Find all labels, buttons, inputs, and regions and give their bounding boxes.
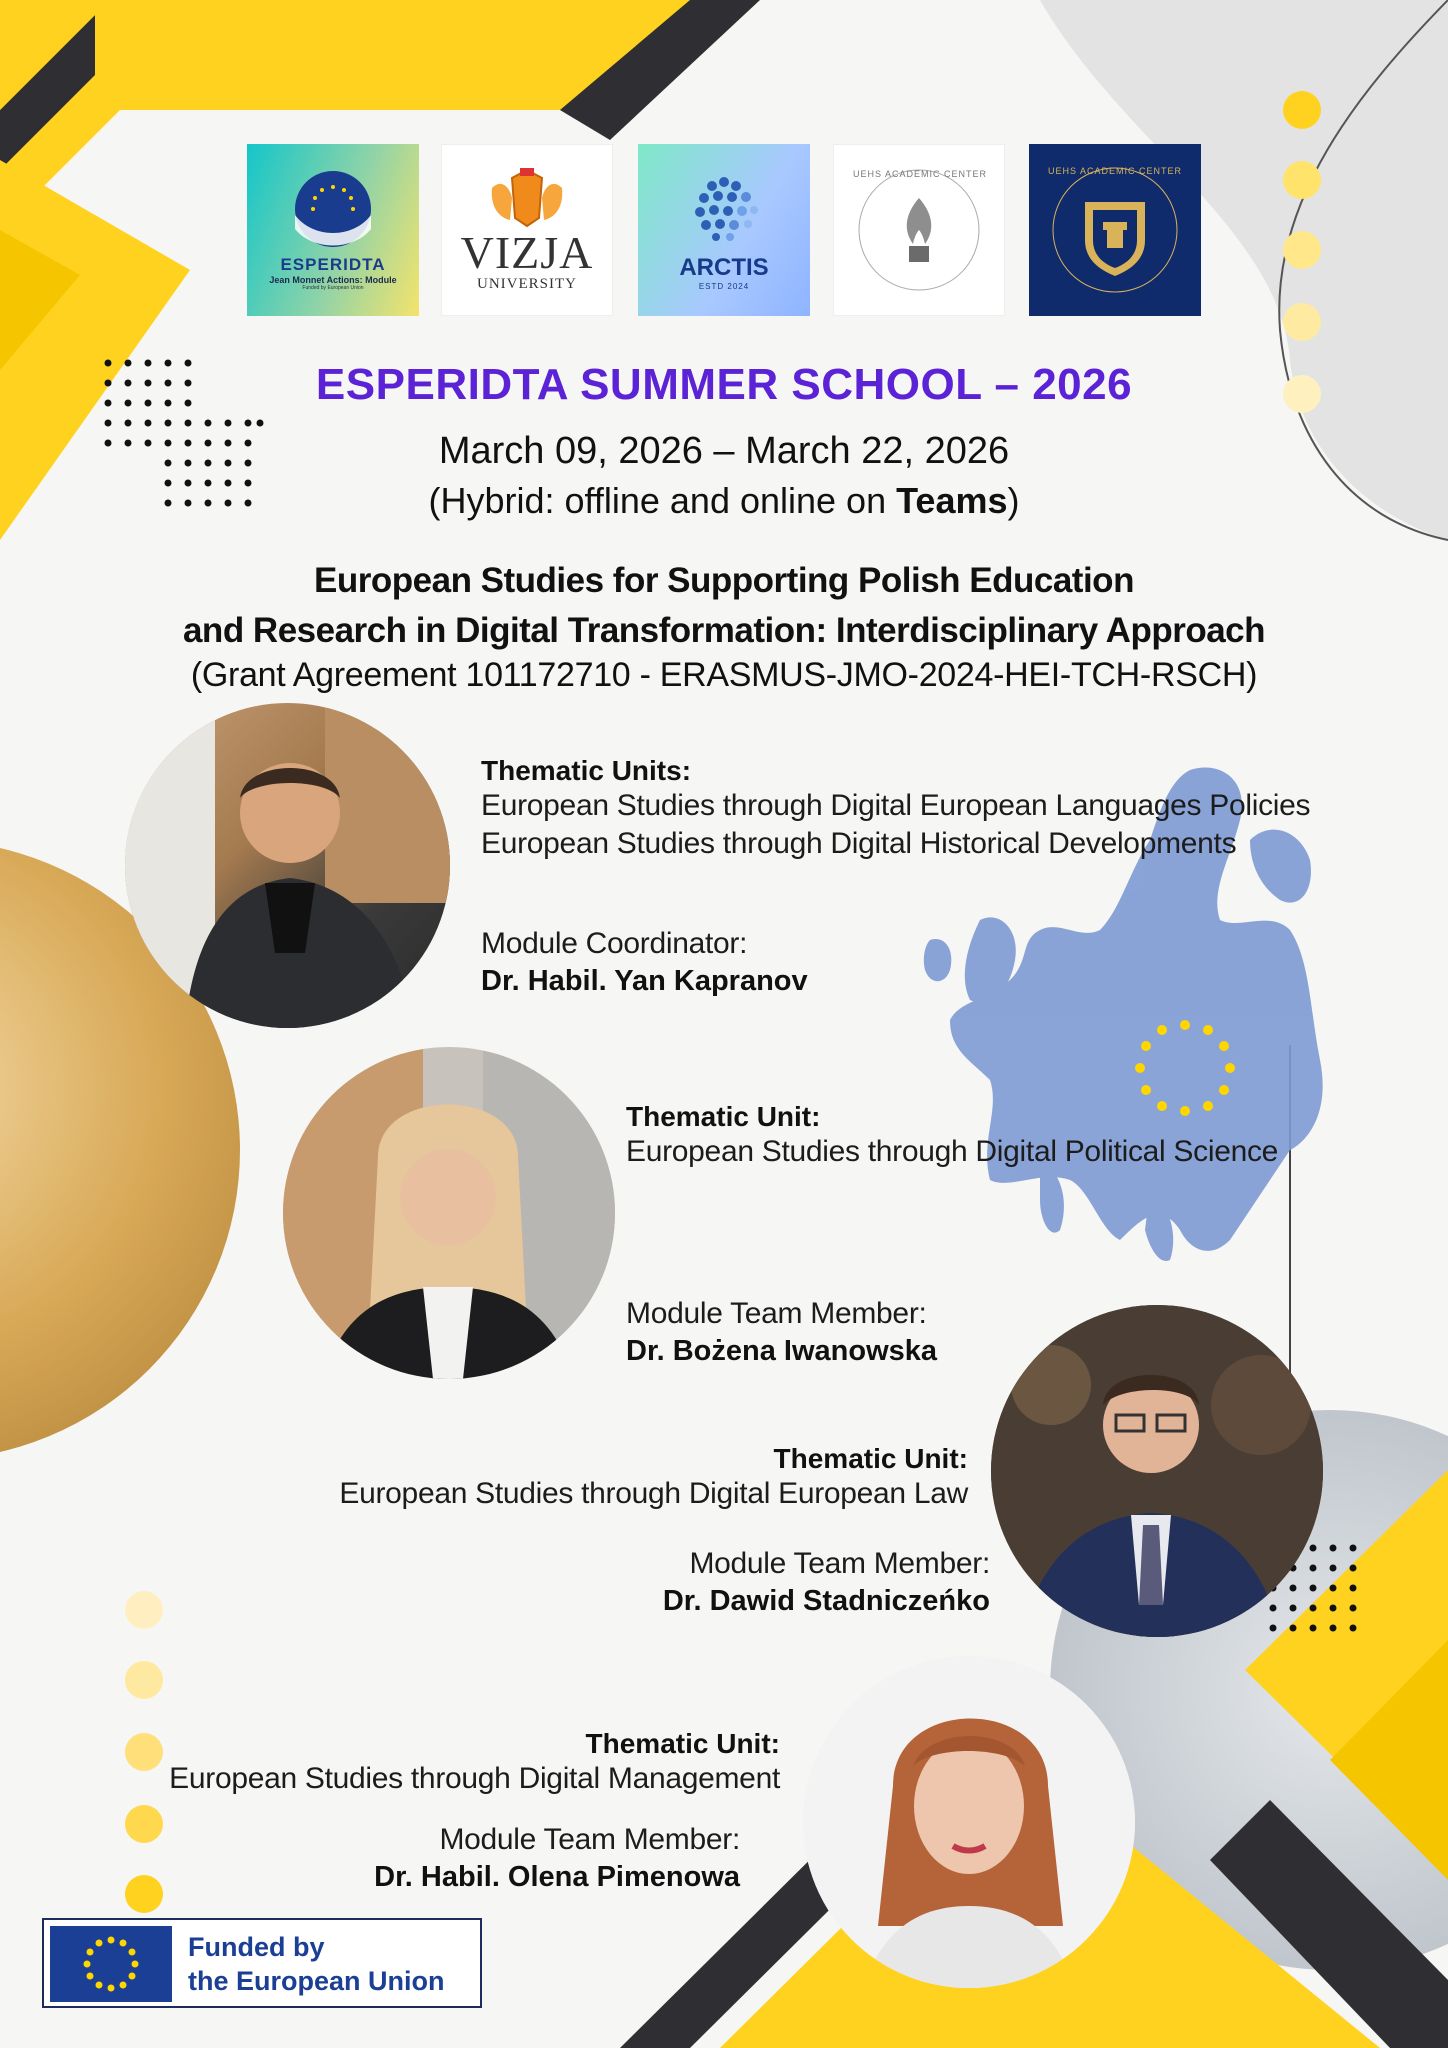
speaker-photo-dawid-stadniczenko — [991, 1305, 1323, 1637]
event-format — [0, 480, 1448, 522]
uehs-academic-center-logo-light — [833, 144, 1005, 316]
arctis-logo-sub: ESTD 2024 — [698, 281, 750, 291]
esperidta-logo — [247, 144, 419, 316]
vizja-logo — [441, 144, 613, 316]
speaker-4-unit-label: Thematic Unit: — [585, 1728, 780, 1759]
speaker-photo-bozena-iwanowska — [283, 1047, 615, 1379]
uehs-logo-light-ring-text: UEHS ACADEMIC CENTER — [852, 169, 988, 179]
grant-agreement: (Grant Agreement 101172710 - ERASMUS-JMO-2024-HEI-TCH-RSCH) — [190, 656, 1258, 694]
crest-icon — [482, 168, 572, 230]
speaker-2-block — [626, 1101, 1278, 1169]
speaker-2-unit-label: Thematic Unit: — [626, 1101, 821, 1132]
hex-globe-icon — [676, 170, 772, 250]
speaker-1-role: Module Coordinator: — [481, 927, 748, 960]
funded-by-text — [188, 1930, 445, 1998]
project-title — [0, 556, 1448, 656]
event-format-suffix: ) — [1007, 480, 1020, 521]
speaker-3-role: Module Team Member: — [689, 1547, 990, 1580]
event-dates: March 09, 2026 – March 22, 2026 — [438, 430, 1010, 472]
speaker-3-unit-1: European Studies through Digital European Law — [339, 1477, 968, 1510]
speaker-2-unit-1: European Studies through Digital Political Science — [626, 1135, 1279, 1168]
eu-globe-icon — [293, 169, 373, 249]
speaker-4-name: Dr. Habil. Olena Pimenowa — [374, 1861, 740, 1893]
funded-line2: the European Union — [188, 1966, 445, 1996]
speaker-4-unit-block — [60, 1728, 780, 1796]
speaker-4-role-block — [60, 1823, 740, 1894]
funded-line1: Funded by — [188, 1932, 325, 1962]
event-format-prefix: (Hybrid: offline and online on — [428, 480, 897, 521]
esperidta-logo-name: ESPERIDTA — [280, 255, 386, 274]
speaker-1-unit-label: Thematic Units: — [481, 755, 692, 786]
speaker-photo-yan-kapranov — [125, 703, 450, 1028]
speaker-3-role-block — [200, 1547, 990, 1618]
project-title-line2: and Research in Digital Transformation: Interdisciplinary Approach — [182, 611, 1266, 650]
speaker-3-name: Dr. Dawid Stadniczeńko — [662, 1585, 990, 1617]
speaker-3-unit-block — [200, 1443, 968, 1511]
arctis-logo-name: ARCTIS — [679, 253, 769, 281]
speaker-2-role-block — [626, 1297, 937, 1368]
speaker-1-unit-1: European Studies through Digital European Languages Policies — [481, 789, 1311, 822]
eu-flag-icon — [50, 1926, 172, 2002]
uehs-logo-dark-ring-text: UEHS ACADEMIC CENTER — [1047, 166, 1183, 176]
project-title-line1: European Studies for Supporting Polish Education — [314, 561, 1134, 600]
speaker-1-name: Dr. Habil. Yan Kapranov — [481, 965, 808, 997]
speaker-4-role: Module Team Member: — [439, 1823, 740, 1856]
esperidta-logo-sub: Jean Monnet Actions: Module — [269, 275, 397, 285]
speaker-4-unit-1: European Studies through Digital Management — [169, 1762, 780, 1795]
speaker-2-role: Module Team Member: — [626, 1297, 927, 1330]
event-format-platform: Teams — [896, 480, 1008, 521]
esperidta-logo-tiny: Funded by European Union — [302, 285, 364, 291]
speaker-3-unit-label: Thematic Unit: — [773, 1443, 968, 1474]
speaker-1-unit-2: European Studies through Digital Historical Developments — [481, 827, 1237, 860]
speaker-1-block — [481, 755, 1310, 998]
speaker-photo-olena-pimenowa — [803, 1656, 1135, 1988]
vizja-logo-name: VIZJA — [460, 226, 594, 278]
arctis-logo — [638, 144, 810, 316]
funded-by-eu-badge — [42, 1918, 482, 2008]
event-title: ESPERIDTA SUMMER SCHOOL – 2026 — [315, 360, 1133, 409]
vizja-logo-sub: UNIVERSITY — [477, 275, 577, 292]
uehs-academic-center-logo-dark — [1029, 144, 1201, 316]
speaker-2-name: Dr. Bożena Iwanowska — [626, 1335, 938, 1367]
